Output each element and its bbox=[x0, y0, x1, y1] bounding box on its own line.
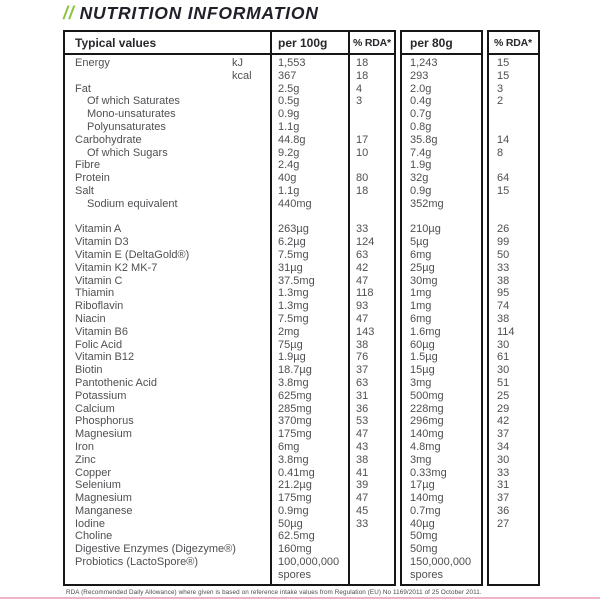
table-row bbox=[65, 518, 394, 531]
rda-per-80g: 37 bbox=[497, 492, 510, 505]
value-per-80g: 140mg bbox=[410, 492, 444, 505]
value-per-80g: 1,243 bbox=[410, 57, 438, 69]
row-label: Biotin bbox=[75, 364, 103, 377]
table-row bbox=[65, 57, 394, 70]
rda-per-100g: 18 bbox=[356, 184, 369, 197]
column-divider bbox=[270, 32, 272, 584]
rda-per-80g: 31 bbox=[497, 479, 510, 492]
row-label: Fat bbox=[75, 82, 91, 95]
rda-per-100g: 41 bbox=[356, 466, 369, 479]
rda-per-100g: 4 bbox=[356, 82, 363, 95]
rda-per-80g: 74 bbox=[497, 300, 510, 313]
header-per-80g: per 80g bbox=[410, 35, 453, 50]
row-label: Iodine bbox=[75, 517, 105, 530]
row-label: Riboflavin bbox=[75, 300, 124, 313]
table-row bbox=[65, 223, 394, 236]
rda-per-80g bbox=[489, 530, 538, 543]
value-per-100g: 367 bbox=[278, 69, 297, 82]
header-rda-80g: % RDA* bbox=[494, 36, 532, 49]
row-label: Mono-unsaturates bbox=[87, 108, 176, 121]
value-per-80g: 60µg bbox=[410, 338, 435, 351]
table-row bbox=[65, 95, 394, 108]
rda-per-80g: 3 bbox=[497, 82, 504, 95]
rda-per-100g: 42 bbox=[356, 261, 369, 274]
value-per-80g: 1mg bbox=[410, 300, 432, 313]
row-label: Vitamin B6 bbox=[75, 325, 128, 338]
row-label: Iron bbox=[75, 440, 94, 453]
table-row bbox=[65, 403, 394, 416]
value-per-100g: 160mg bbox=[278, 543, 312, 556]
row-label: Folic Acid bbox=[75, 338, 123, 351]
row-label: Sodium equivalent bbox=[87, 197, 178, 210]
table-box-main bbox=[63, 30, 396, 586]
row-label: Pantothenic Acid bbox=[75, 376, 157, 389]
rda-per-100g bbox=[348, 569, 394, 582]
rda-per-100g bbox=[348, 556, 394, 569]
table-row bbox=[65, 159, 394, 172]
rda-per-80g: 30 bbox=[497, 453, 510, 466]
value-per-100g: 0.9mg bbox=[278, 504, 309, 517]
row-label: Calcium bbox=[75, 402, 115, 415]
value-per-80g: 0.9g bbox=[410, 184, 432, 197]
rda-per-100g: 43 bbox=[356, 440, 369, 453]
value-per-100g: 370mg bbox=[278, 415, 312, 428]
rda-per-80g: 33 bbox=[497, 466, 510, 479]
row-label: Vitamin E (DeltaGold®) bbox=[75, 248, 190, 261]
value-per-80g: 500mg bbox=[410, 389, 444, 402]
value-per-100g: 175mg bbox=[278, 428, 312, 441]
value-per-100g: 2.5g bbox=[278, 82, 300, 95]
value-per-100g: 40g bbox=[278, 172, 297, 185]
value-per-80g: 3mg bbox=[410, 453, 432, 466]
rda-per-100g bbox=[348, 198, 394, 211]
rda-per-100g: 18 bbox=[356, 69, 369, 82]
value-per-100g: 263µg bbox=[278, 223, 309, 236]
header-per-100g: per 100g bbox=[278, 35, 328, 50]
value-per-100g: 18.7µg bbox=[278, 364, 312, 377]
value-per-80g: 7.4g bbox=[410, 146, 432, 159]
value-per-80g: 32g bbox=[410, 172, 429, 185]
value-per-100g: 440mg bbox=[278, 197, 312, 210]
rda-per-80g: 95 bbox=[497, 287, 510, 300]
rda-per-80g: 8 bbox=[497, 146, 504, 159]
row-label: Digestive Enzymes (Digezyme®) bbox=[75, 543, 236, 556]
row-label: Salt bbox=[75, 184, 94, 197]
value-per-80g: 150,000,000 bbox=[410, 556, 472, 569]
rda-per-100g: 38 bbox=[356, 338, 369, 351]
value-per-100g: 1.9µg bbox=[278, 351, 306, 364]
table-row bbox=[65, 543, 394, 556]
value-per-80g: 352mg bbox=[410, 197, 444, 210]
value-per-100g: 3.8mg bbox=[278, 453, 309, 466]
row-label: Selenium bbox=[75, 479, 121, 492]
rda-per-100g: 45 bbox=[356, 504, 369, 517]
rda-per-100g: 47 bbox=[356, 492, 369, 505]
value-per-100g: 1.1g bbox=[278, 184, 300, 197]
rda-per-80g: 99 bbox=[497, 236, 510, 249]
rda-per-80g: 51 bbox=[497, 376, 510, 389]
value-per-100g: 625mg bbox=[278, 389, 312, 402]
row-label bbox=[65, 569, 270, 582]
rda-per-100g bbox=[348, 121, 394, 134]
value-per-100g: 1,553 bbox=[278, 57, 306, 69]
rda-per-100g: 33 bbox=[356, 223, 369, 236]
row-label: Vitamin C bbox=[75, 274, 123, 287]
rda-per-100g: 118 bbox=[356, 287, 374, 300]
rda-per-80g: 38 bbox=[497, 312, 510, 325]
rda-per-80g: 15 bbox=[497, 69, 510, 82]
nutrition-table bbox=[63, 30, 540, 586]
table-row bbox=[65, 415, 394, 428]
value-per-80g: 0.33mg bbox=[410, 466, 447, 479]
table-box-rda80 bbox=[487, 30, 540, 586]
rda-per-100g: 47 bbox=[356, 312, 369, 325]
value-per-100g: 75µg bbox=[278, 338, 303, 351]
row-label: Magnesium bbox=[75, 428, 132, 441]
table-row bbox=[65, 262, 394, 275]
row-label: Manganese bbox=[75, 504, 133, 517]
double-slash-icon: // bbox=[63, 3, 75, 23]
table-row bbox=[65, 134, 394, 147]
rda-per-80g: 30 bbox=[497, 338, 510, 351]
rda-per-100g: 47 bbox=[356, 274, 369, 287]
value-per-80g: 5µg bbox=[410, 236, 429, 249]
table-row bbox=[65, 556, 394, 569]
table-row bbox=[65, 454, 394, 467]
value-per-80g: 6mg bbox=[410, 248, 432, 261]
rda-per-80g: 15 bbox=[497, 184, 510, 197]
table-row bbox=[65, 479, 394, 492]
page-title-text: NUTRITION INFORMATION bbox=[79, 3, 319, 23]
value-per-80g: 210µg bbox=[410, 223, 441, 236]
rda-per-100g: 53 bbox=[356, 415, 369, 428]
value-per-80g: 1.6mg bbox=[410, 325, 441, 338]
rda-per-100g bbox=[348, 543, 394, 556]
table-row bbox=[65, 351, 394, 364]
rda-per-100g: 76 bbox=[356, 351, 369, 364]
value-per-100g: 0.9g bbox=[278, 108, 300, 121]
value-per-100g: 1.3mg bbox=[278, 300, 309, 313]
value-per-80g: 15µg bbox=[410, 364, 435, 377]
table-row bbox=[65, 275, 394, 288]
rda-per-80g bbox=[489, 556, 538, 569]
row-label: Choline bbox=[75, 530, 113, 543]
table-row bbox=[65, 530, 394, 543]
rda-per-100g: 63 bbox=[356, 248, 369, 261]
rda-per-100g: 36 bbox=[356, 402, 369, 415]
rda-per-100g: 93 bbox=[356, 300, 369, 313]
page-title bbox=[63, 3, 319, 24]
row-label: Copper bbox=[75, 466, 112, 479]
rda-per-100g: 31 bbox=[356, 389, 369, 402]
rda-per-80g bbox=[489, 159, 538, 172]
row-label: Fibre bbox=[75, 159, 101, 172]
row-label bbox=[65, 70, 270, 83]
rda-per-80g: 34 bbox=[497, 440, 510, 453]
table-row bbox=[65, 339, 394, 352]
rda-per-100g: 3 bbox=[356, 95, 363, 108]
value-per-100g: 21.2µg bbox=[278, 479, 312, 492]
rda-per-80g: 29 bbox=[497, 402, 510, 415]
table-row bbox=[65, 185, 394, 198]
value-per-80g: 50mg bbox=[410, 530, 438, 543]
table-row bbox=[65, 83, 394, 96]
value-per-80g: 3mg bbox=[410, 376, 432, 389]
rda-per-80g: 26 bbox=[497, 223, 510, 236]
table-row bbox=[65, 121, 394, 134]
value-per-80g: 296mg bbox=[410, 415, 444, 428]
rda-per-80g: 15 bbox=[497, 57, 510, 69]
column-divider bbox=[348, 32, 350, 584]
rda-per-100g bbox=[348, 108, 394, 121]
value-per-80g: 35.8g bbox=[410, 133, 438, 146]
value-per-100g: 37.5mg bbox=[278, 274, 315, 287]
rda-per-80g: 37 bbox=[497, 428, 510, 441]
rda-per-80g: 2 bbox=[497, 95, 504, 108]
spacer-row bbox=[402, 211, 481, 224]
rda-per-80g bbox=[489, 108, 538, 121]
table-row bbox=[65, 492, 394, 505]
box-per80-body bbox=[402, 55, 481, 582]
rda-footnote: RDA (Recommended Daily Allowance) where given is based on reference intake values from Regulation (EU) No 1169/2011 of 25 October 2011. bbox=[66, 589, 482, 596]
row-label: Potassium bbox=[75, 389, 127, 402]
table-row bbox=[65, 326, 394, 339]
table-row bbox=[65, 505, 394, 518]
value-per-100g: spores bbox=[278, 568, 312, 581]
rda-per-100g: 38 bbox=[356, 453, 369, 466]
rda-per-100g: 80 bbox=[356, 172, 369, 185]
value-per-80g: 1mg bbox=[410, 287, 432, 300]
value-per-80g: spores bbox=[410, 568, 444, 581]
rda-per-80g: 64 bbox=[497, 172, 510, 185]
table-row bbox=[65, 428, 394, 441]
rda-per-80g: 61 bbox=[497, 351, 510, 364]
rda-per-80g: 38 bbox=[497, 274, 510, 287]
value-per-80g: 293 bbox=[410, 69, 429, 82]
row-label: Probiotics (LactoSpore®) bbox=[75, 556, 199, 569]
row-unit: kcal bbox=[232, 69, 252, 82]
rda-per-100g: 63 bbox=[356, 376, 369, 389]
table-row bbox=[65, 390, 394, 403]
value-per-80g: 17µg bbox=[410, 479, 435, 492]
table-row bbox=[65, 147, 394, 160]
rda-per-80g bbox=[489, 569, 538, 582]
rda-per-100g: 18 bbox=[356, 57, 369, 69]
rda-per-100g: 143 bbox=[356, 325, 375, 338]
value-per-80g: 0.8g bbox=[410, 120, 432, 133]
table-row bbox=[65, 313, 394, 326]
table-header-per80 bbox=[402, 32, 481, 55]
value-per-100g: 7.5mg bbox=[278, 312, 309, 325]
table-row bbox=[65, 364, 394, 377]
rda-per-80g: 33 bbox=[497, 261, 510, 274]
table-row bbox=[65, 441, 394, 454]
value-per-80g: 0.7mg bbox=[410, 504, 441, 517]
table-row bbox=[65, 198, 394, 211]
value-per-80g: 40µg bbox=[410, 517, 435, 530]
rda-per-80g: 50 bbox=[497, 248, 510, 261]
value-per-100g: 2mg bbox=[278, 325, 300, 338]
value-per-100g: 7.5mg bbox=[278, 248, 309, 261]
rda-per-80g bbox=[489, 121, 538, 134]
rda-per-100g: 33 bbox=[356, 517, 369, 530]
table-box-per80 bbox=[400, 30, 483, 586]
table-row bbox=[65, 70, 394, 83]
rda-per-100g: 124 bbox=[356, 236, 375, 249]
value-per-80g: 1.5µg bbox=[410, 351, 438, 364]
box-rda80-body bbox=[489, 55, 538, 582]
spacer-row bbox=[65, 211, 394, 224]
row-label: Niacin bbox=[75, 312, 106, 325]
rda-per-100g: 37 bbox=[356, 364, 369, 377]
row-unit: kJ bbox=[232, 57, 243, 69]
rda-per-80g bbox=[489, 543, 538, 556]
row-label: Vitamin D3 bbox=[75, 236, 129, 249]
row-label: Of which Saturates bbox=[87, 95, 180, 108]
row-label: Magnesium bbox=[75, 492, 132, 505]
value-per-100g: 6.2µg bbox=[278, 236, 306, 249]
table-row bbox=[65, 249, 394, 262]
value-per-100g: 3.8mg bbox=[278, 376, 309, 389]
value-per-100g: 9.2g bbox=[278, 146, 300, 159]
table-row bbox=[65, 172, 394, 185]
table-row bbox=[65, 377, 394, 390]
spacer-row bbox=[489, 211, 538, 224]
table-row bbox=[65, 300, 394, 313]
value-per-100g: 2.4g bbox=[278, 159, 300, 172]
value-per-80g: 4.8mg bbox=[410, 440, 441, 453]
table-header-rda80 bbox=[489, 32, 538, 55]
value-per-80g: 228mg bbox=[410, 402, 444, 415]
rda-per-80g: 14 bbox=[497, 133, 510, 146]
value-per-80g: 140mg bbox=[410, 428, 444, 441]
rda-per-80g: 27 bbox=[497, 517, 510, 530]
row-label: Carbohydrate bbox=[75, 133, 142, 146]
value-per-80g: 30mg bbox=[410, 274, 438, 287]
row-label: Vitamin K2 MK-7 bbox=[75, 261, 158, 274]
row-label: Vitamin B12 bbox=[75, 351, 135, 364]
table-row bbox=[65, 569, 394, 582]
value-per-80g: 0.4g bbox=[410, 95, 432, 108]
value-per-100g: 0.5g bbox=[278, 95, 300, 108]
rda-per-80g: 36 bbox=[497, 504, 510, 517]
box-main-body bbox=[65, 55, 394, 582]
value-per-100g: 175mg bbox=[278, 492, 312, 505]
row-label: Of which Sugars bbox=[87, 146, 168, 159]
rda-per-100g bbox=[348, 530, 394, 543]
row-label: Energy kJ bbox=[75, 57, 243, 69]
rda-per-100g: 10 bbox=[356, 146, 369, 159]
value-per-80g: 0.7g bbox=[410, 108, 432, 121]
header-typical-values: Typical values bbox=[75, 35, 157, 50]
rda-per-80g: 30 bbox=[497, 364, 510, 377]
rda-per-100g: 17 bbox=[356, 133, 369, 146]
value-per-100g: 62.5mg bbox=[278, 530, 315, 543]
value-per-100g: 50µg bbox=[278, 517, 303, 530]
value-per-100g: 1.1g bbox=[278, 120, 300, 133]
table-row bbox=[65, 108, 394, 121]
value-per-100g: 44.8g bbox=[278, 133, 306, 146]
value-per-80g: 1.9g bbox=[410, 159, 432, 172]
value-per-80g: 25µg bbox=[410, 261, 435, 274]
bottom-pink-divider bbox=[0, 597, 600, 599]
rda-per-100g: 39 bbox=[356, 479, 369, 492]
rda-per-100g bbox=[348, 159, 394, 172]
rda-per-80g bbox=[489, 198, 538, 211]
row-label: Protein bbox=[75, 172, 110, 185]
rda-per-80g: 42 bbox=[497, 415, 510, 428]
value-per-100g: 31µg bbox=[278, 261, 303, 274]
row-label: Thiamin bbox=[75, 287, 115, 300]
value-per-80g: 6mg bbox=[410, 312, 432, 325]
header-rda-100g: % RDA* bbox=[353, 36, 391, 49]
value-per-100g: 1.3mg bbox=[278, 287, 309, 300]
row-label: Polyunsaturates bbox=[87, 120, 166, 133]
row-label: Zinc bbox=[75, 453, 96, 466]
value-per-100g: 0.41mg bbox=[278, 466, 315, 479]
value-per-100g: 285mg bbox=[278, 402, 312, 415]
table-row bbox=[65, 236, 394, 249]
rda-per-80g: 114 bbox=[497, 325, 515, 338]
table-row bbox=[65, 467, 394, 480]
value-per-80g: 50mg bbox=[410, 543, 438, 556]
table-header-main bbox=[65, 32, 394, 55]
value-per-80g: 2.0g bbox=[410, 82, 432, 95]
row-label: Phosphorus bbox=[75, 415, 134, 428]
rda-per-100g: 47 bbox=[356, 428, 369, 441]
value-per-100g: 6mg bbox=[278, 440, 300, 453]
value-per-100g: 100,000,000 bbox=[278, 556, 340, 569]
rda-per-80g: 25 bbox=[497, 389, 510, 402]
table-row bbox=[65, 287, 394, 300]
row-label: Vitamin A bbox=[75, 223, 122, 236]
